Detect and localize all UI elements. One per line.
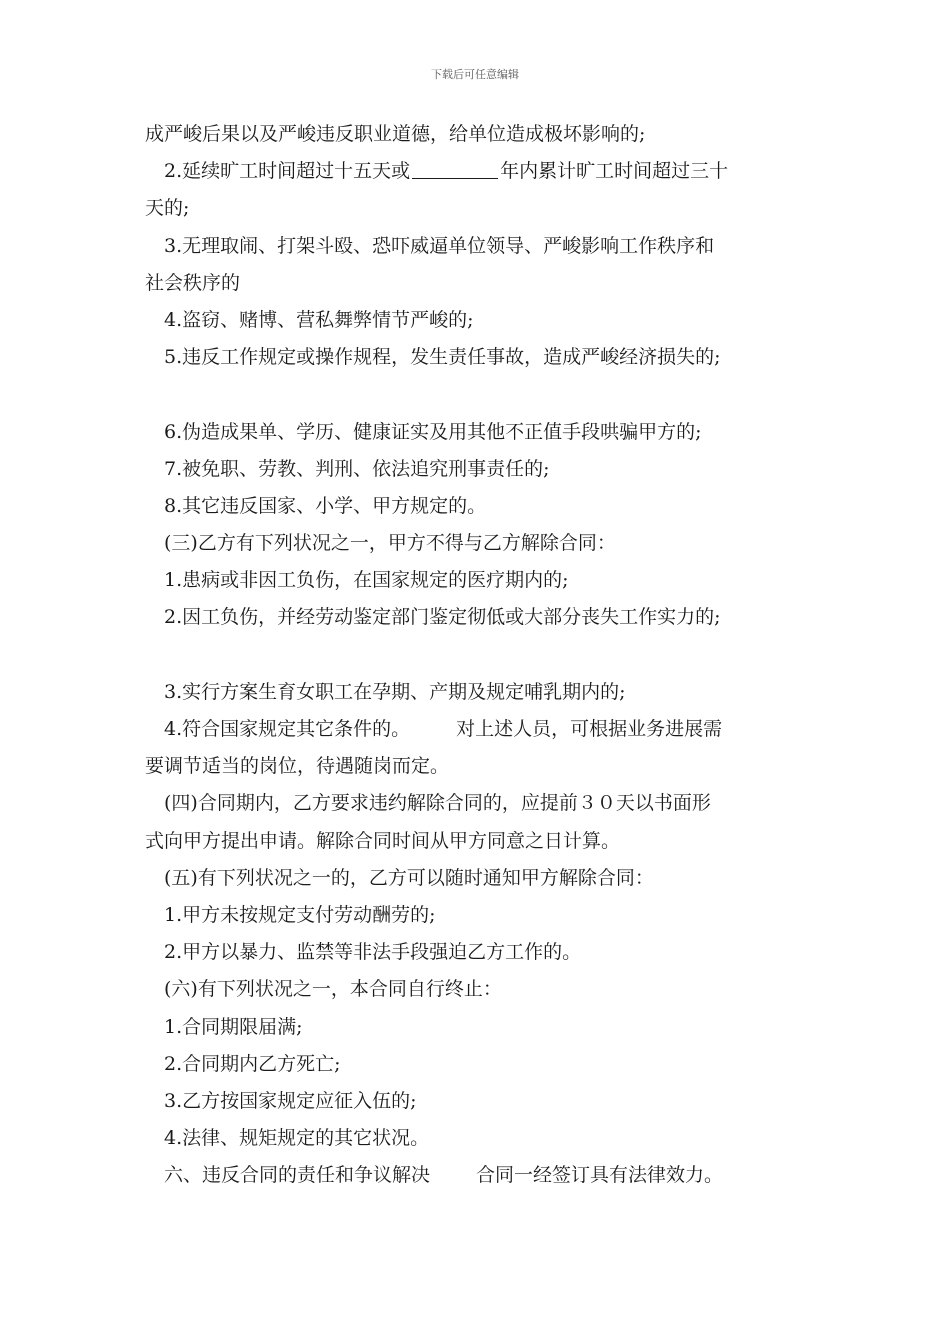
text-segment: 年内累计旷工时间超过三十 (500, 160, 729, 183)
text-line: 1.患病或非因工负伤，在国家规定的医疗期内的; (164, 569, 569, 592)
text-line (145, 153, 825, 190)
text-line: 4.法律、规矩规定的其它状况。 (164, 1127, 430, 1150)
text-line: (四)合同期内，乙方要求违约解除合同的，应提前３０天以书面形 (164, 792, 711, 815)
text-line: (六)有下列状况之一，本合同自行终止： (164, 978, 502, 1001)
text-line: 社会秩序的 (145, 271, 241, 294)
fill-in-blank (412, 158, 498, 179)
text-line: 7.被免职、劳教、判刑、依法追究刑事责任的; (164, 457, 550, 480)
text-line: 式向甲方提出申请。解除合同时间从甲方同意之日计算。 (145, 829, 621, 852)
text-line: 3.无理取闹、打架斗殴、恐吓威逼单位领导、严峻影响工作秩序和 (164, 234, 715, 257)
page-header: 下载后可任意编辑 (431, 68, 519, 81)
text-segment: 4.符合国家规定其它条件的。 (164, 718, 411, 740)
text-line: 6.伪造成果单、学历、健康证实及用其他不正值手段哄骗甲方的; (164, 420, 702, 443)
text-line: (三)乙方有下列状况之一，甲方不得与乙方解除合同： (164, 532, 616, 555)
empty-line (145, 376, 825, 413)
text-segment: 2.延续旷工时间超过十五天或 (164, 160, 411, 183)
text-line: 2.甲方以暴力、监禁等非法手段强迫乙方工作的。 (164, 941, 582, 964)
text-line: 2.因工负伤，并经劳动鉴定部门鉴定彻低或大部分丧失工作实力的; (164, 606, 721, 629)
text-line: 8.其它违反国家、小学、甲方规定的。 (164, 494, 487, 517)
text-line: 2.合同期内乙方死亡; (164, 1052, 341, 1075)
text-line: (五)有下列状况之一的，乙方可以随时通知甲方解除合同： (164, 866, 654, 889)
section-heading: 六、违反合同的责任和争议解决 (164, 1164, 431, 1187)
text-line: 天的; (145, 197, 190, 220)
text-line (145, 1157, 825, 1194)
text-line: 1.合同期限届满; (164, 1015, 303, 1038)
text-line: 1.甲方未按规定支付劳动酬劳的; (164, 903, 436, 926)
text-line: 4.盗窃、赌博、营私舞弊情节严峻的; (164, 308, 474, 331)
text-line: 要调节适当的岗位，待遇随岗而定。 (145, 755, 450, 778)
text-line: 成严峻后果以及严峻违反职业道德，给单位造成极坏影响的; (145, 123, 646, 145)
document-body (145, 116, 825, 1194)
text-line: 3.实行方案生育女职工在孕期、产期及规定哺乳期内的; (164, 680, 626, 703)
text-segment: 对上述人员，可根据业务进展需 (456, 718, 723, 740)
text-line: 5.违反工作规定或操作规程，发生责任事故，造成严峻经济损失的; (164, 346, 721, 369)
text-line (145, 711, 825, 748)
text-line: 3.乙方按国家规定应征入伍的; (164, 1089, 417, 1112)
text-segment: 合同一经签订具有法律效力。 (476, 1164, 724, 1187)
empty-line (145, 637, 825, 674)
